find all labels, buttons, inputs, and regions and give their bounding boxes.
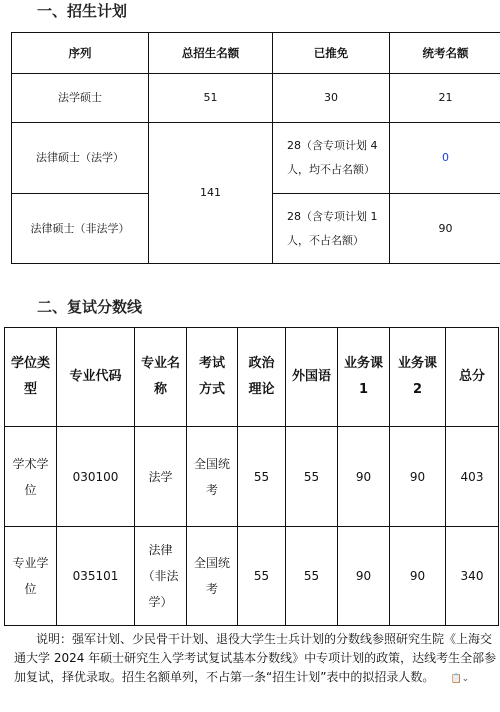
header-cell: 专业名称 — [135, 328, 187, 427]
recommended-count: 30 — [273, 74, 390, 123]
program-name: 法律硕士（非法学） — [12, 194, 149, 264]
course2-score: 90 — [390, 427, 446, 527]
major-name: 法学 — [135, 427, 187, 527]
enrollment-plan-table — [11, 32, 500, 264]
paste-options-icon[interactable]: 📋⌄ — [450, 674, 470, 684]
course2-score: 90 — [390, 527, 446, 626]
header-cell: 外国语 — [286, 328, 338, 427]
section2-title: 二、复试分数线 — [37, 298, 143, 316]
program-name: 法学硕士 — [12, 74, 149, 123]
exam-quota: 21 — [390, 74, 500, 123]
total-quota: 51 — [149, 74, 273, 123]
recommended-count: 28（含专项计划 1 人，不占名额） — [273, 194, 390, 264]
major-name: 法律（非法学） — [135, 527, 187, 626]
politics-score: 55 — [238, 427, 286, 527]
course1-score: 90 — [338, 427, 390, 527]
merged-total-quota: 141 — [149, 123, 273, 264]
header-cell: 已推免 — [273, 33, 390, 74]
header-cell: 总分 — [446, 328, 499, 427]
course1-score: 90 — [338, 527, 390, 626]
table-header-row — [12, 33, 500, 74]
table-row — [12, 123, 500, 194]
major-code: 030100 — [57, 427, 135, 527]
table-row — [5, 527, 499, 626]
exam-quota: 90 — [390, 194, 500, 264]
header-cell: 学位类型 — [5, 328, 57, 427]
degree-type: 学术学位 — [5, 427, 57, 527]
foreign-language-score: 55 — [286, 427, 338, 527]
section1-title: 一、招生计划 — [37, 2, 128, 20]
retest-score-table — [4, 327, 499, 626]
major-code: 035101 — [57, 527, 135, 626]
politics-score: 55 — [238, 527, 286, 626]
exam-mode: 全国统考 — [187, 527, 238, 626]
header-cell: 业务课 2 — [390, 328, 446, 427]
header-cell: 政治理论 — [238, 328, 286, 427]
table-header-row — [5, 328, 499, 427]
explanation-note — [14, 630, 498, 689]
total-score: 340 — [446, 527, 499, 626]
header-cell: 业务课 1 — [338, 328, 390, 427]
table-row — [5, 427, 499, 527]
recommended-count: 28（含专项计划 4 人，均不占名额） — [273, 123, 390, 194]
total-score: 403 — [446, 427, 499, 527]
exam-quota: 0 — [390, 123, 500, 194]
degree-type: 专业学位 — [5, 527, 57, 626]
note-text: 说明：强军计划、少民骨干计划、退役大学生士兵计划的分数线参照研究生院《上海交通大学 2024 年硕士研究生入学考试复试基本分数线》中专项计划的政策，达线考生全部参加复试，择优录取。招生名额单列，不占第一条“招生计划”表中的拟招录人数。 — [14, 632, 497, 684]
header-cell: 统考名额 — [390, 33, 500, 74]
header-cell: 序列 — [12, 33, 149, 74]
foreign-language-score: 55 — [286, 527, 338, 626]
header-cell: 考试方式 — [187, 328, 238, 427]
header-cell: 专业代码 — [57, 328, 135, 427]
program-name: 法律硕士（法学） — [12, 123, 149, 194]
exam-mode: 全国统考 — [187, 427, 238, 527]
header-cell: 总招生名额 — [149, 33, 273, 74]
table-row — [12, 74, 500, 123]
